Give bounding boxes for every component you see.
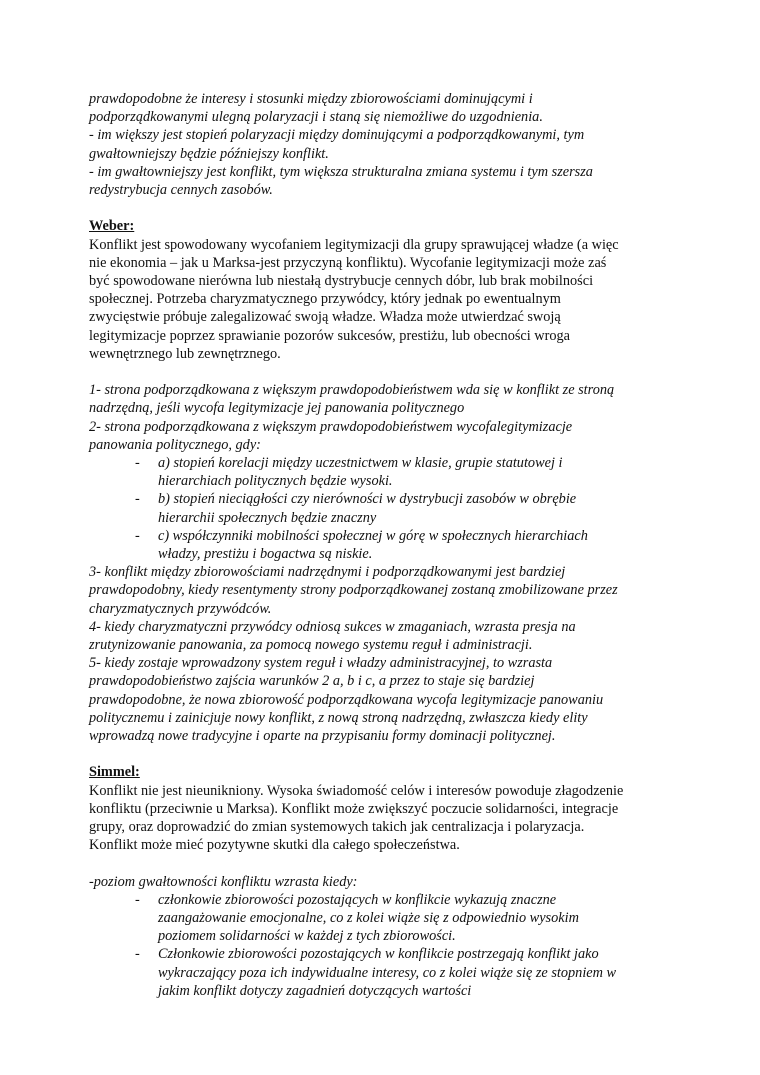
text-line: hierarchii społecznych będzie znaczny: [158, 509, 377, 526]
bullet-dash: -: [135, 527, 140, 544]
text-line: Konflikt może mieć pozytywne skutki dla całego społeczeństwa.: [89, 837, 460, 854]
text-line: zaangażowanie emocjonalne, co z kolei wiąże się z odpowiednio wysokim: [158, 910, 579, 927]
list-item: [89, 454, 679, 490]
text-line: wykraczający poza ich indywidualne interesy, co z kolei wiąże się ze stopniem w: [158, 964, 617, 981]
text-line: panowania politycznego, gdy:: [89, 436, 261, 453]
text-line: 1- strona podporządkowana z większym prawdopodobieństwem wda się w konflikt ze stroną: [89, 382, 615, 399]
simmel-paragraph: [89, 782, 679, 855]
text-line: a) stopień korelacji między uczestnictwem w klasie, grupie statutowej i: [158, 455, 563, 472]
text-line: redystrybucja cennych zasobów.: [89, 182, 273, 199]
text-line: nadrzędną, jeśli wycofa legitymizacje jej panowania politycznego: [89, 400, 465, 417]
simmel-section: [89, 763, 679, 1000]
text-line: członkowie zbiorowości pozostających w konflikcie wykazują znaczne: [158, 891, 557, 908]
text-line: legitymizacje poprzez sprawianie pozorów sukcesów, prestiżu, lub obecności wroga: [89, 327, 571, 344]
bullet-dash: -: [135, 455, 140, 472]
text-line: poziomem solidarności w każdej z tych zbiorowości.: [158, 928, 456, 945]
list-item: [89, 891, 679, 946]
weber-propositions: [89, 381, 679, 745]
list-item: [89, 527, 679, 563]
text-line: grupy, oraz doprowadzić do zmian systemowych takich jak centralizacja i polaryzacja.: [89, 819, 585, 836]
text-line: być spowodowane nierówna lub niestałą dystrybucje cennych dóbr, lub brak mobilności: [89, 273, 594, 290]
text-line: b) stopień nieciągłości czy nierówności w dystrybucji zasobów w obrębie: [158, 491, 577, 508]
text-line: charyzmatycznych przywódców.: [89, 600, 272, 617]
text-line: prawdopodobne, że nowa zbiorowość podporządkowana wycofa legitymizacje panowaniu: [89, 691, 604, 708]
text-line: gwałtowniejszy będzie późniejszy konflikt.: [89, 145, 329, 162]
text-line: Członkowie zbiorowości pozostających w konflikcie postrzegają konflikt jako: [158, 946, 599, 963]
text-line: hierarchiach politycznych będzie wysoki.: [158, 473, 393, 490]
text-line: prawdopodobny, kiedy resentymenty strony podporządkowanej zostaną zmobilizowane przez: [89, 582, 618, 599]
text-line: władzy, prestiżu i bogactwa są niskie.: [158, 546, 373, 563]
text-line: 5- kiedy zostaje wprowadzony system reguł i władzy administracyjnej, to wzrasta: [89, 655, 553, 672]
weber-section: [89, 217, 679, 745]
list-item: [89, 945, 679, 1000]
text-line: prawdopodobieństwo zajścia warunków 2 a, b i c, a przez to staje się bardziej: [89, 673, 535, 690]
text-line: -poziom gwałtowności konfliktu wzrasta kiedy:: [89, 873, 358, 890]
text-line: prawdopodobne że interesy i stosunki między zbiorowościami dominującymi i: [89, 91, 533, 107]
text-line: społecznej. Potrzeba charyzmatycznego przywódcy, który jednak po ewentualnym: [89, 291, 561, 308]
text-line: zrutynizowanie panowania, za pomocą nowego systemu reguł i administracji.: [89, 637, 533, 654]
text-line: konfliktu (przeciwnie u Marksa). Konflikt może zwiększyć poczucie solidarności, integracje: [89, 800, 619, 817]
simmel-heading: Simmel:: [89, 764, 140, 781]
text-line: nie ekonomia – jak u Marksa-jest przyczyną konfliktu). Wycofanie legitymizacji może zaś: [89, 254, 607, 271]
text-line: c) współczynniki mobilności społecznej w górę w społecznych hierarchiach: [158, 527, 588, 544]
bullet-dash: -: [135, 946, 140, 963]
text-line: 3- konflikt między zbiorowościami nadrzędnymi i podporządkowanymi jest bardziej: [89, 564, 566, 581]
simmel-conditions-list: [89, 891, 679, 1000]
list-item: [89, 490, 679, 526]
text-line: 4- kiedy charyzmatyczni przywódcy odniosą sukces w zmaganiach, wzrasta presja na: [89, 618, 576, 635]
bullet-dash: -: [135, 891, 140, 908]
weber-conditions-list: [89, 454, 679, 563]
text-line: Konflikt jest spowodowany wycofaniem legitymizacji dla grupy sprawującej władze (a więc: [89, 236, 619, 253]
intro-paragraph: [89, 90, 679, 199]
text-line: 2- strona podporządkowana z większym prawdopodobieństwem wycofalegitymizacje: [89, 418, 573, 435]
simmel-propositions: [89, 873, 679, 1000]
weber-paragraph: [89, 236, 679, 363]
text-line: jakim konflikt dotyczy zagadnień dotyczących wartości: [158, 982, 472, 999]
text-line: zwycięstwie próbuje zalegalizować swoją władze. Władza może utwierdzać swoją: [89, 309, 561, 326]
bullet-dash: -: [135, 491, 140, 508]
document-body: [89, 90, 679, 1000]
text-line: - im gwałtowniejszy jest konflikt, tym większa strukturalna zmiana systemu i tym szersza: [89, 163, 593, 180]
text-line: wprowadzą nowe tradycyjne i oparte na przypisaniu formy dominacji politycznej.: [89, 728, 556, 745]
text-line: Konflikt nie jest nieunikniony. Wysoka świadomość celów i interesów powoduje złagodzenie: [89, 782, 624, 799]
text-line: podporządkowanymi ulegną polaryzacji i staną się niemożliwe do uzgodnienia.: [89, 109, 543, 126]
text-line: politycznemu i zainicjuje nowy konflikt, z nową stroną nadrzędną, zwłaszcza kiedy elity: [89, 709, 588, 726]
text-line: wewnętrznego lub zewnętrznego.: [89, 345, 281, 362]
text-line: - im większy jest stopień polaryzacji między dominującymi a podporządkowanymi, tym: [89, 127, 585, 144]
weber-heading: Weber:: [89, 218, 135, 235]
